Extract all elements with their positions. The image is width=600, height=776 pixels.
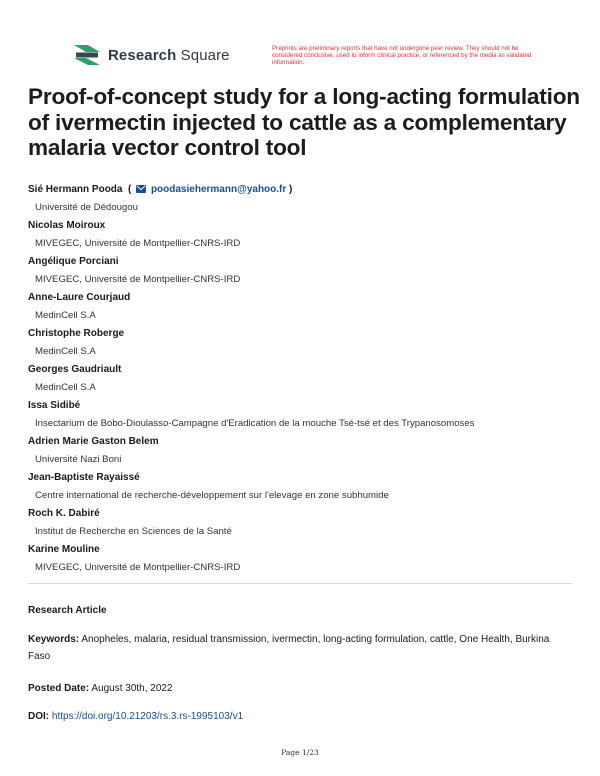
author-name: Christophe Roberge	[28, 328, 125, 339]
page-number: Page 1/23	[281, 748, 319, 757]
author-affiliation: Insectarium de Bobo-Dioulasso-Campagne d'Eradication de la mouche Tsé-tsé et des Trypanosomoses	[35, 418, 475, 429]
author-list	[28, 181, 588, 577]
author-entry	[28, 253, 588, 289]
author-entry	[28, 433, 588, 469]
author-affiliation: MedinCell S.A	[35, 382, 96, 393]
author-name: Angélique Porciani	[28, 256, 119, 267]
section-divider	[28, 583, 572, 584]
author-name: Anne-Laure Courjaud	[28, 292, 131, 303]
keywords	[28, 631, 572, 665]
author-entry: Sié Hermann Pooda ( poodasiehermann@yahoo.fr ) Université de Dédougou	[28, 181, 588, 217]
author-name: Issa Sidibé	[28, 400, 81, 411]
author-affiliation: Université de Dédougou	[35, 202, 138, 213]
author-name: Karine Mouline	[28, 544, 100, 555]
keywords-value: Anopheles, malaria, residual transmission, ivermectin, long-acting formulation, cattle, One Health, Burkina Faso	[28, 634, 550, 662]
preprint-disclaimer: Preprints are preliminary reports that have not undergone peer review. They should not be considered conclusive, used to inform clinical practice, or referenced by the media as validated information.	[272, 45, 532, 67]
author-name: Roch K. Dabiré	[28, 508, 100, 519]
author-affiliation: MedinCell S.A	[35, 346, 96, 357]
author-name: Adrien Marie Gaston Belem	[28, 436, 159, 447]
author-name: Sié Hermann Pooda	[28, 184, 123, 195]
doi-link[interactable]: https://doi.org/10.21203/rs.3.rs-1995103/v1	[51, 711, 244, 722]
envelope-icon	[136, 185, 146, 193]
author-name: Georges Gaudriault	[28, 364, 122, 375]
author-affiliation: MedinCell S.A	[35, 310, 96, 321]
research-square-mark-icon	[74, 45, 100, 65]
author-entry	[28, 397, 588, 433]
doi	[28, 708, 572, 725]
author-email-link[interactable]: poodasiehermann@yahoo.fr	[150, 184, 287, 195]
author-name: Nicolas Moiroux	[28, 220, 106, 231]
author-affiliation: Université Nazi Boni	[35, 454, 122, 465]
logo-text: Research Square	[108, 46, 230, 64]
author-affiliation: Institut de Recherche en Sciences de la Santé	[35, 526, 232, 537]
author-entry	[28, 541, 588, 577]
author-entry	[28, 361, 588, 397]
author-affiliation: MIVEGEC, Université de Montpellier-CNRS-IRD	[35, 274, 241, 285]
author-entry	[28, 289, 588, 325]
author-entry	[28, 325, 588, 361]
doi-label: DOI:	[28, 711, 50, 722]
posted-date-label: Posted Date:	[28, 683, 90, 694]
posted-date-value: August 30th, 2022	[91, 683, 173, 694]
research-square-logo[interactable]	[74, 45, 230, 65]
article-type: Research Article	[28, 605, 107, 616]
author-name: Jean-Baptiste Rayaissé	[28, 472, 140, 483]
author-entry	[28, 469, 588, 505]
author-entry	[28, 505, 588, 541]
keywords-label: Keywords:	[28, 634, 80, 645]
author-affiliation: Centre international de recherche-développement sur l'elevage en zone subhumide	[35, 490, 389, 501]
author-affiliation: MIVEGEC, Université de Montpellier-CNRS-IRD	[35, 562, 241, 573]
paper-title: Proof-of-concept study for a long-acting formulation of ivermectin injected to cattle as a complementary malaria vector control tool	[28, 84, 580, 160]
author-affiliation: MIVEGEC, Université de Montpellier-CNRS-IRD	[35, 238, 241, 249]
author-entry	[28, 217, 588, 253]
posted-date	[28, 680, 572, 697]
